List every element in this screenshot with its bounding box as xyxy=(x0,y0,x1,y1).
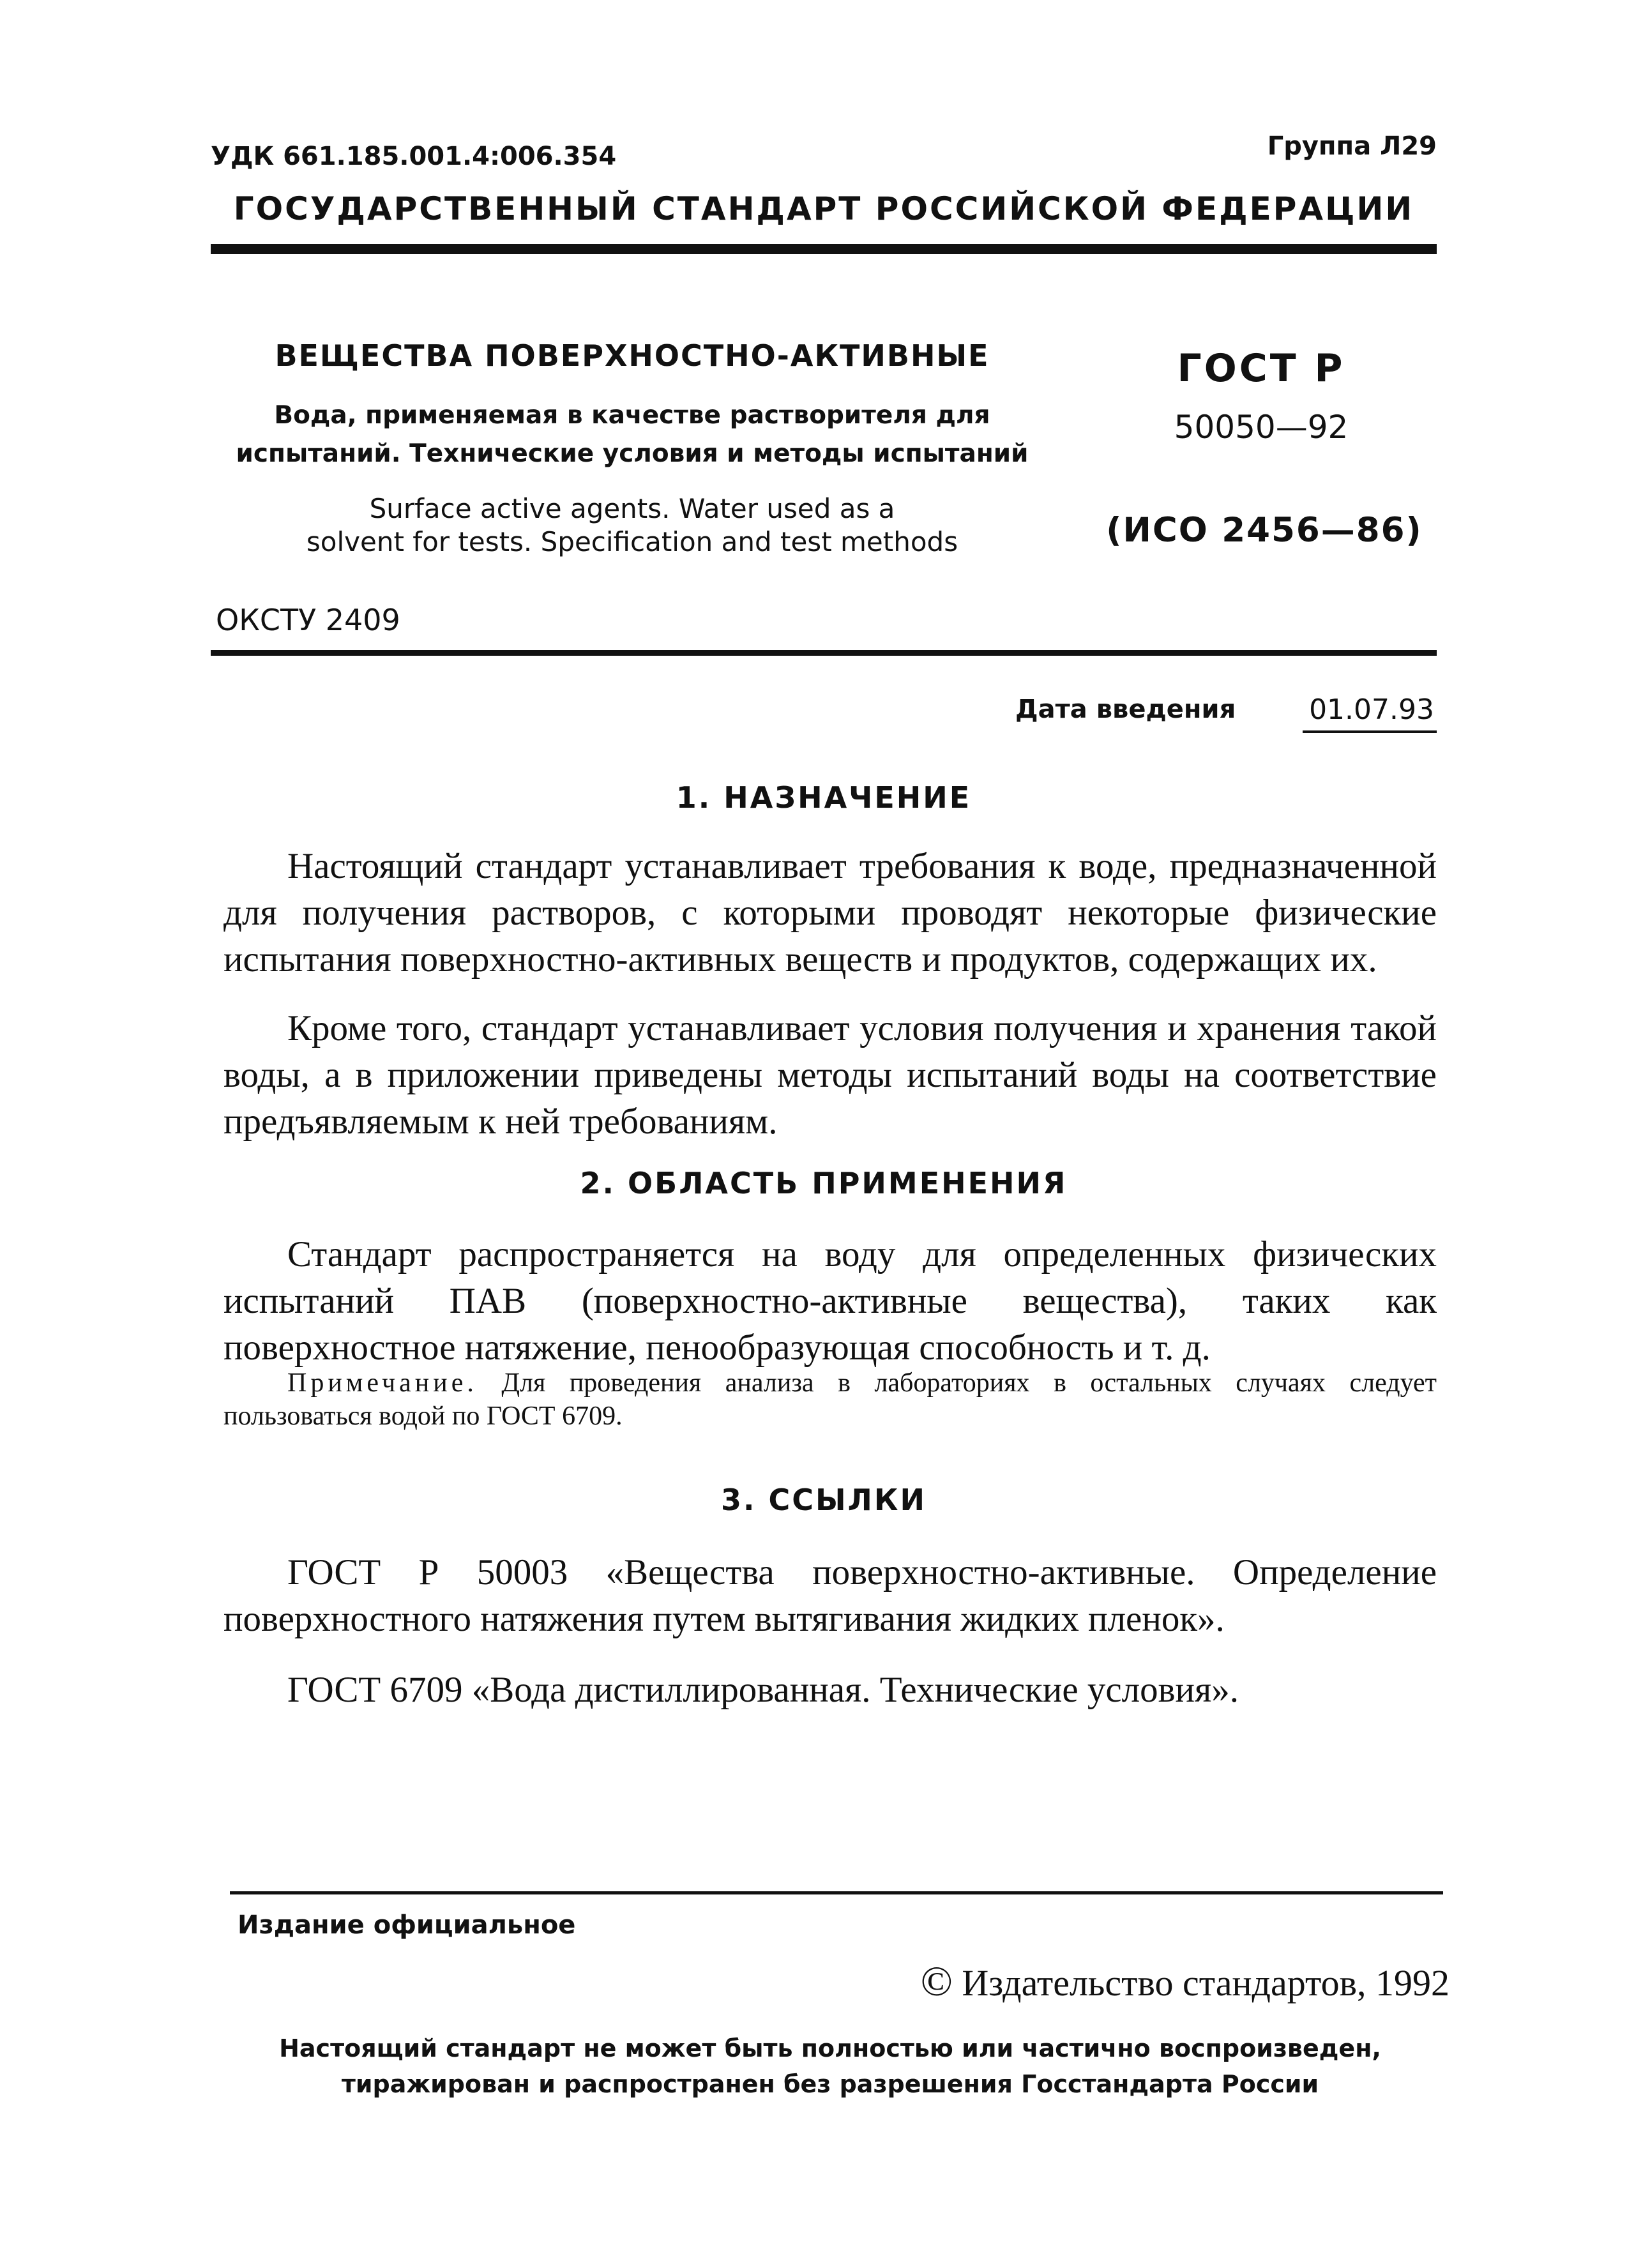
subtitle-ru-line-2: испытаний. Технические условия и методы испытаний xyxy=(236,439,1029,468)
title-rule xyxy=(211,650,1437,656)
header-rule xyxy=(211,244,1437,254)
udk-code: УДК 661.185.001.4:006.354 xyxy=(211,142,617,171)
section-1-paragraph-1: Настоящий стандарт устанавливает требования к воде, предназначенной для получения растворов, с которыми проводят некоторые физические испытания поверхностно-активных веществ и продуктов, содержащих их. xyxy=(223,846,1437,979)
title-ru: ВЕЩЕСТВА ПОВЕРХНОСТНО-АКТИВНЫЕ xyxy=(275,338,990,373)
reproduction-notice-line-2: тиражирован и распространен без разрешения Госстандарта России xyxy=(341,2070,1319,2098)
group-code: Группа Л29 xyxy=(1267,132,1437,161)
intro-date-value: 01.07.93 xyxy=(1309,693,1434,726)
section-2-heading: 2. ОБЛАСТЬ ПРИМЕНЕНИЯ xyxy=(580,1166,1068,1200)
gost-number: 50050—92 xyxy=(1174,409,1349,446)
note-text: Для проведения анализа в лабораториях в остальных случаях следует пользоваться водой по ГОСТ 6709. xyxy=(223,1368,1437,1431)
state-standard-heading: ГОСУДАРСТВЕННЫЙ СТАНДАРТ РОССИЙСКОЙ ФЕДЕРАЦИИ xyxy=(233,190,1414,227)
copyright-text: Издательство стандартов, 1992 xyxy=(962,1962,1449,2004)
iso-reference: (ИСО 2456—86) xyxy=(1106,511,1423,550)
title-en-line-1: Surface active agents. Water used as a xyxy=(369,493,895,524)
section-2-paragraph-1: Стандарт распространяется на воду для определенных физических испытаний ПАВ (поверхностно-активные вещества), таких как поверхностное натяжение, пенообразующая способность и т. д. xyxy=(223,1234,1437,1368)
section-3-reference-2: ГОСТ 6709 «Вода дистиллированная. Технические условия». xyxy=(287,1670,1239,1710)
copyright-symbol: © xyxy=(920,1958,953,2005)
section-1-heading: 1. НАЗНАЧЕНИЕ xyxy=(676,780,972,815)
intro-date-underline xyxy=(1303,730,1437,733)
intro-date-label: Дата введения xyxy=(1015,695,1236,724)
gost-label: ГОСТ Р xyxy=(1177,346,1345,391)
section-3-heading: 3. ССЫЛКИ xyxy=(721,1483,927,1517)
section-2-note xyxy=(223,1366,1437,1433)
section-1-paragraph-2: Кроме того, стандарт устанавливает условия получения и хранения такой воды, а в приложении приведены методы испытаний воды на соответствие предъявляемым к ней требованиям. xyxy=(223,1008,1437,1142)
footer-rule xyxy=(230,1891,1443,1894)
reproduction-notice-line-1: Настоящий стандарт не может быть полностью или частично воспроизведен, xyxy=(279,2034,1381,2062)
section-3-reference-1: ГОСТ Р 50003 «Вещества поверхностно-активные. Определение поверхностного натяжения путем вытягивания жидких пленок». xyxy=(223,1552,1437,1639)
note-label: Примечание. xyxy=(287,1368,478,1398)
subtitle-ru-line-1: Вода, применяемая в качестве растворителя для xyxy=(274,401,990,430)
edition-label: Издание официальное xyxy=(238,1910,576,1940)
okstu-code: ОКСТУ 2409 xyxy=(216,603,400,637)
title-en-line-2: solvent for tests. Specification and test methods xyxy=(306,526,958,557)
copyright-line xyxy=(702,1958,1449,2006)
